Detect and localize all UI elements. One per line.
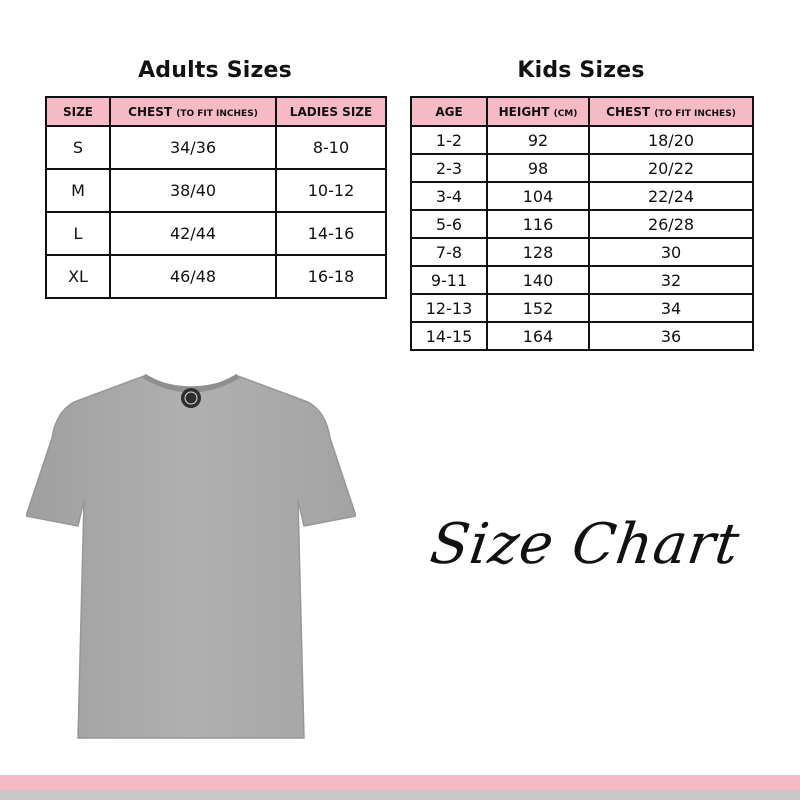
kids-age-cell: 7-8 xyxy=(411,238,487,266)
kids-height-cell: 164 xyxy=(487,322,589,350)
adults-chest-cell: 46/48 xyxy=(110,255,276,298)
bottom-grey-stripe xyxy=(0,790,800,800)
kids-age-cell: 2-3 xyxy=(411,154,487,182)
adults-header-row xyxy=(46,97,386,126)
adults-size-cell: L xyxy=(46,212,110,255)
kids-header-age: AGE xyxy=(411,97,487,126)
adults-chest-cell: 42/44 xyxy=(110,212,276,255)
adults-sizes-title: Adults Sizes xyxy=(138,58,292,83)
adults-size-cell: XL xyxy=(46,255,110,298)
table-row xyxy=(46,255,386,298)
tshirt-body xyxy=(26,376,356,738)
table-row xyxy=(411,182,753,210)
kids-chest-cell: 32 xyxy=(589,266,753,294)
kids-chest-cell: 20/22 xyxy=(589,154,753,182)
kids-chest-cell: 26/28 xyxy=(589,210,753,238)
kids-age-cell: 3-4 xyxy=(411,182,487,210)
kids-age-cell: 12-13 xyxy=(411,294,487,322)
kids-chest-cell: 34 xyxy=(589,294,753,322)
kids-sizes-title: Kids Sizes xyxy=(517,58,645,83)
adults-header-ladies-size: LADIES SIZE xyxy=(276,97,386,126)
kids-age-cell: 14-15 xyxy=(411,322,487,350)
adults-size-table xyxy=(45,96,387,299)
kids-chest-cell: 18/20 xyxy=(589,126,753,154)
kids-chest-cell: 36 xyxy=(589,322,753,350)
table-row xyxy=(411,154,753,182)
adults-header-size: SIZE xyxy=(46,97,110,126)
kids-header-row xyxy=(411,97,753,126)
size-chart-script-title: Size Chart xyxy=(426,512,744,577)
table-row xyxy=(411,126,753,154)
kids-height-cell: 128 xyxy=(487,238,589,266)
kids-header-height: HEIGHT (CM) xyxy=(487,97,589,126)
kids-chest-cell: 22/24 xyxy=(589,182,753,210)
kids-age-cell: 5-6 xyxy=(411,210,487,238)
adults-size-cell: M xyxy=(46,169,110,212)
table-row xyxy=(411,294,753,322)
kids-height-cell: 98 xyxy=(487,154,589,182)
kids-height-cell: 92 xyxy=(487,126,589,154)
adults-chest-cell: 38/40 xyxy=(110,169,276,212)
brand-logo-icon xyxy=(181,388,201,408)
adults-chest-cell: 34/36 xyxy=(110,126,276,169)
kids-header-chest: CHEST (TO FIT INCHES) xyxy=(589,97,753,126)
table-row xyxy=(411,266,753,294)
table-row xyxy=(411,322,753,350)
kids-size-table xyxy=(410,96,754,351)
kids-height-cell: 116 xyxy=(487,210,589,238)
table-row xyxy=(411,238,753,266)
table-row xyxy=(46,169,386,212)
adults-ladies-cell: 14-16 xyxy=(276,212,386,255)
adults-ladies-cell: 16-18 xyxy=(276,255,386,298)
table-row xyxy=(411,210,753,238)
tshirt-image xyxy=(26,368,356,740)
adults-ladies-cell: 8-10 xyxy=(276,126,386,169)
kids-height-cell: 104 xyxy=(487,182,589,210)
adults-ladies-cell: 10-12 xyxy=(276,169,386,212)
kids-age-cell: 9-11 xyxy=(411,266,487,294)
kids-height-cell: 152 xyxy=(487,294,589,322)
bottom-pink-stripe xyxy=(0,775,800,790)
kids-chest-cell: 30 xyxy=(589,238,753,266)
table-row xyxy=(46,212,386,255)
adults-header-chest: CHEST (TO FIT INCHES) xyxy=(110,97,276,126)
kids-age-cell: 1-2 xyxy=(411,126,487,154)
table-row xyxy=(46,126,386,169)
adults-size-cell: S xyxy=(46,126,110,169)
kids-height-cell: 140 xyxy=(487,266,589,294)
